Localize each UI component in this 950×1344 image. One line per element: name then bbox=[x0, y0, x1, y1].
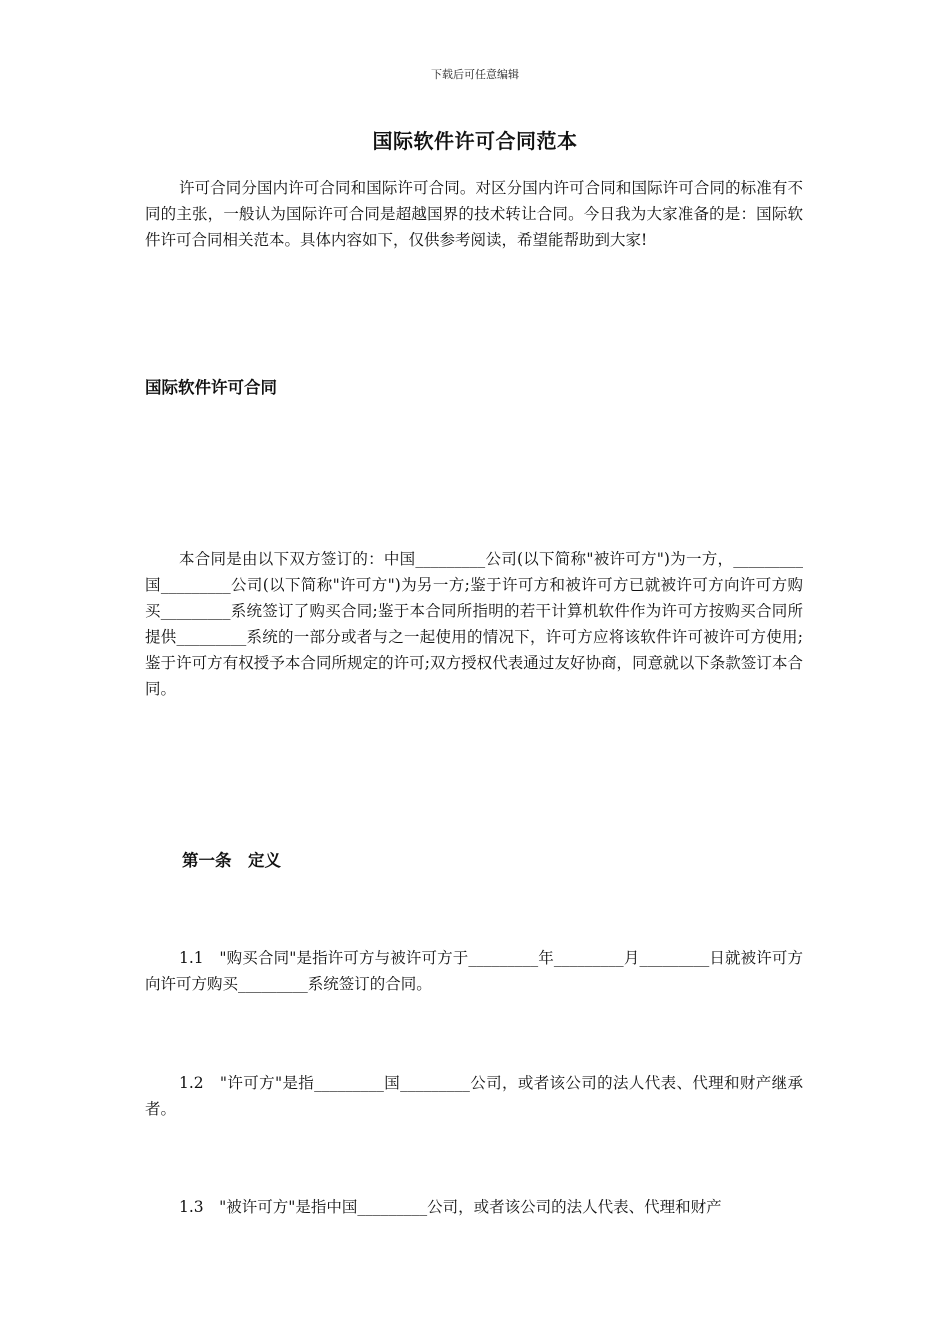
page-title: 国际软件许可合同范本 bbox=[372, 129, 578, 153]
intro-paragraph: 许可合同分国内许可合同和国际许可合同。对区分国内许可合同和国际许可合同的标准有不同的主张，一般认为国际许可合同是超越国界的技术转让合同。今日我为大家准备的是：国际软件许可合同相关范本。具体内容如下，仅供参考阅读，希望能帮助到大家! bbox=[145, 179, 803, 249]
contract-heading: 国际软件许可合同 bbox=[145, 378, 277, 397]
article-1-heading: 第一条 定义 bbox=[182, 851, 281, 870]
clause-1-1: 1.1 "购买合同"是指许可方与被许可方于_________年_________月_________日就被许可方向许可方购买_________系统签订的合同。 bbox=[145, 949, 803, 993]
clause-1-2: 1.2 "许可方"是指_________国_________公司，或者该公司的法人代表、代理和财产继承者。 bbox=[145, 1074, 803, 1118]
clause-1-3: 1.3 "被许可方"是指中国_________公司，或者该公司的法人代表、代理和财产 bbox=[179, 1198, 722, 1216]
header-note: 下载后可任意编辑 bbox=[431, 68, 519, 81]
preamble-paragraph: 本合同是由以下双方签订的：中国_________公司(以下简称"被许可方")为一方，_________国_________公司(以下简称"许可方")为另一方;鉴于许可方和被许可方已就被许可方向许可方购买_________系统签订了购买合同;鉴于本合同所指明的若干计算机软件作为许可方按购买合同所提供_________系统的一部分或者与之一起使用的情况下，许可方应将该软件许可被许可方使用;鉴于许可方有权授予本合同所规定的许可;双方授权代表通过友好协商，同意就以下条款签订本合同。 bbox=[145, 550, 803, 698]
